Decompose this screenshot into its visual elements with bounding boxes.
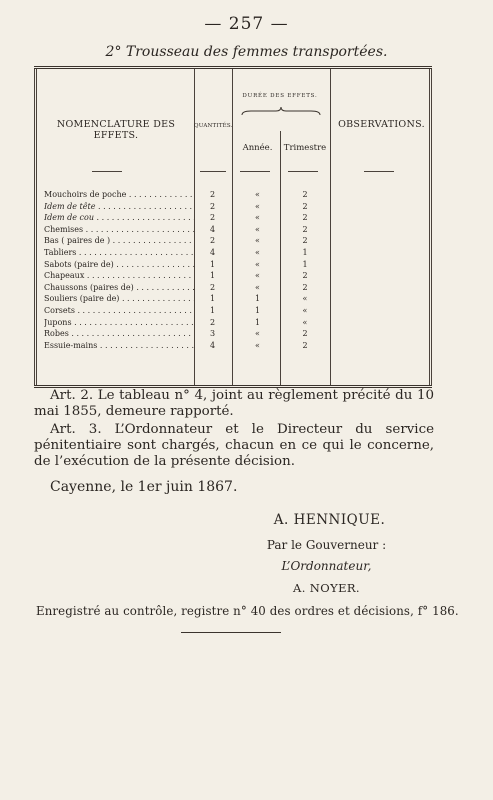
table-row: Souliers (paire de) . . . 1 1 «: [34, 293, 432, 305]
table-row: Chapeaux . . . 1 « 2: [34, 270, 432, 282]
signatory-name: A. HENNIQUE.: [273, 512, 386, 528]
table-row: Essuie-mains . . . 4 « 2: [34, 340, 432, 352]
table-row: Sabots (paire de) . . . 1 « 1: [34, 259, 432, 271]
countersign-name: A. NOYER.: [292, 581, 360, 595]
place-date: Cayenne, le 1er juin 1867.: [50, 479, 238, 495]
table-row: Bas ( paires de ) . . . 2 « 2: [34, 235, 432, 247]
section-title: 2° Trousseau des femmes transportées.: [105, 44, 388, 60]
header-underline: [288, 171, 318, 172]
article-2: Art. 2. Le tableau n° 4, joint au règlement précité du 10 mai 1855, demeure rapporté.: [34, 388, 434, 419]
header-underline: [200, 171, 226, 172]
par-le-gouverneur: Par le Gouverneur :: [266, 538, 387, 552]
table-row: Chaussons (paires de) . . . 2 « 2: [34, 282, 432, 294]
ordonnateur-title: L’Ordonnateur,: [281, 559, 372, 573]
article-3: Art. 3. L’Ordonnateur et le Directeur du service pénitentiaire sont chargés, chacun en ce qui le concerne, de l’exécution de la présente décision.: [34, 422, 434, 469]
table-body: [34, 189, 432, 351]
table-row: Idem de tête . . . 2 « 2: [34, 201, 432, 213]
header-underline: [92, 171, 122, 172]
table-row: Jupons . . . 2 1 «: [34, 317, 432, 329]
table-row: Robes . . . 3 « 2: [34, 328, 432, 340]
table-row: Idem de cou . . . 2 « 2: [34, 212, 432, 224]
table-row: Corsets . . . 1 1 «: [34, 305, 432, 317]
registration-note: Enregistré au contrôle, registre n° 40 des ordres et décisions, f° 186.: [36, 604, 459, 618]
table-row: Mouchoirs de poche . . . 2 « 2: [34, 189, 432, 201]
header-underline: [364, 171, 394, 172]
header-nomenclature: NOMENCLATURE DES EFFETS.: [56, 119, 176, 141]
header-duree: DURÉE DES EFFETS.: [242, 93, 318, 99]
header-quantites: QUANTITÉS.: [194, 123, 233, 129]
header-observations: OBSERVATIONS.: [338, 119, 425, 130]
header-annee: Année.: [242, 143, 273, 153]
brace-icon: [241, 105, 321, 117]
table-row: Chemises . . . 4 « 2: [34, 224, 432, 236]
table-row: Tabliers . . . 4 « 1: [34, 247, 432, 259]
page-number: — 257 —: [204, 14, 289, 34]
closing-rule: [181, 632, 281, 633]
header-underline: [240, 171, 270, 172]
trousseau-table: [34, 66, 432, 388]
header-trimestre: Trimestre: [283, 143, 327, 153]
